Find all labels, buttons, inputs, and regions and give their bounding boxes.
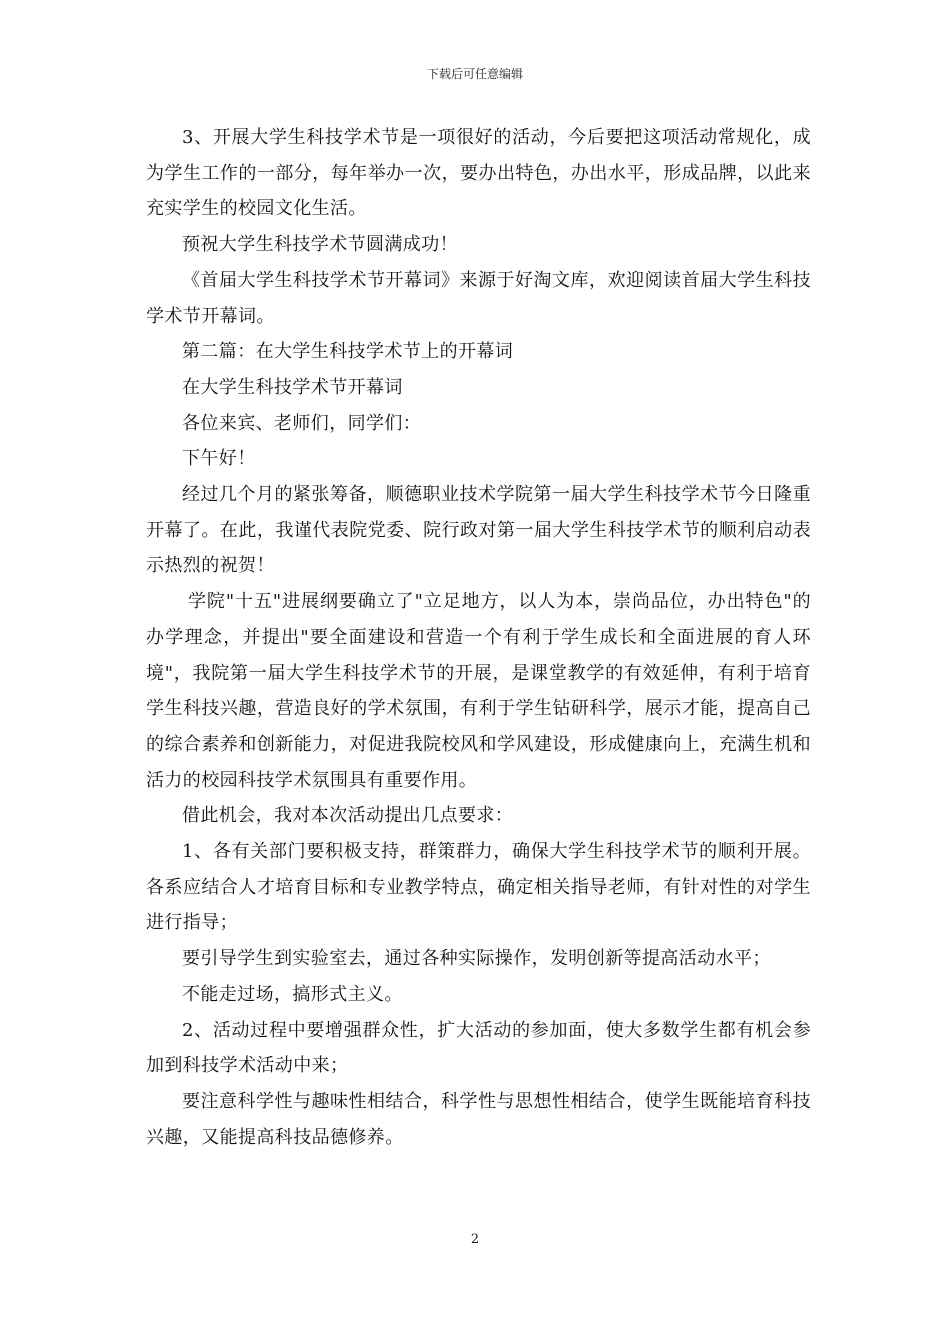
page-header: 下载后可任意编辑 — [426, 67, 523, 81]
paragraph-source: 《首届大学生科技学术节开幕词》来源于好淘文库，欢迎阅读首届大学生科技学术节开幕词。 — [146, 269, 811, 327]
paragraph-requirements-intro: 借此机会，我对本次活动提出几点要求： — [182, 805, 514, 827]
paragraph-section-title: 第二篇：在大学生科技学术节上的开幕词 — [182, 341, 514, 363]
paragraph-wish: 预祝大学生科技学术节圆满成功！ — [182, 234, 458, 256]
paragraph-salutation: 各位来宾、老师们，同学们： — [182, 412, 422, 434]
paragraph-requirement-2: 2、活动过程中要增强群众性，扩大活动的参加面，使大多数学生都有机会参加到科技学术活动中来； — [146, 1019, 811, 1077]
paragraph-speech-title: 在大学生科技学术节开幕词 — [182, 376, 403, 398]
paragraph-no-formalism: 不能走过场，搞形式主义。 — [182, 983, 403, 1005]
paragraph-philosophy: 学院"十五"进展纲要确立了"立足地方，以人为本，崇尚品位，办出特色"的办学理念，并提出"要全面建设和营造一个有利于学生成长和全面进展的育人环境"，我院第一届大学生科技学术节的开展，是课堂教学的有效延伸，有利于培育学生科技兴趣，营造良好的学术氛围，有利于学生钻研科学，展示才能，提高自己的综合素养和创新能力，对促进我院校风和学风建设，形成健康向上，充满生机和活力的校园科技学术氛围具有重要作用。 — [146, 591, 811, 791]
paragraph-requirement-1: 1、各有关部门要积极支持，群策群力，确保大学生科技学术节的顺利开展。各系应结合人才培育目标和专业教学特点，确定相关指导老师，有针对性的对学生进行指导； — [146, 841, 811, 934]
document-body — [146, 120, 811, 1155]
paragraph-lab-guidance: 要引导学生到实验室去，通过各种实际操作，发明创新等提高活动水平； — [182, 948, 771, 970]
paragraph-point-3: 3、开展大学生科技学术节是一项很好的活动，今后要把这项活动常规化，成为学生工作的一部分，每年举办一次，要办出特色，办出水平，形成品牌，以此来充实学生的校园文化生活。 — [146, 127, 811, 220]
paragraph-science-interest: 要注意科学性与趣味性相结合，科学性与思想性相结合，使学生既能培育科技兴趣，又能提高科技品德修养。 — [146, 1090, 811, 1148]
page-number: 2 — [470, 1232, 480, 1247]
paragraph-opening: 经过几个月的紧张筹备，顺德职业技术学院第一届大学生科技学术节今日隆重开幕了。在此，我谨代表院党委、院行政对第一届大学生科技学术节的顺利启动表示热烈的祝贺！ — [146, 484, 811, 577]
paragraph-greeting: 下午好！ — [182, 448, 256, 470]
